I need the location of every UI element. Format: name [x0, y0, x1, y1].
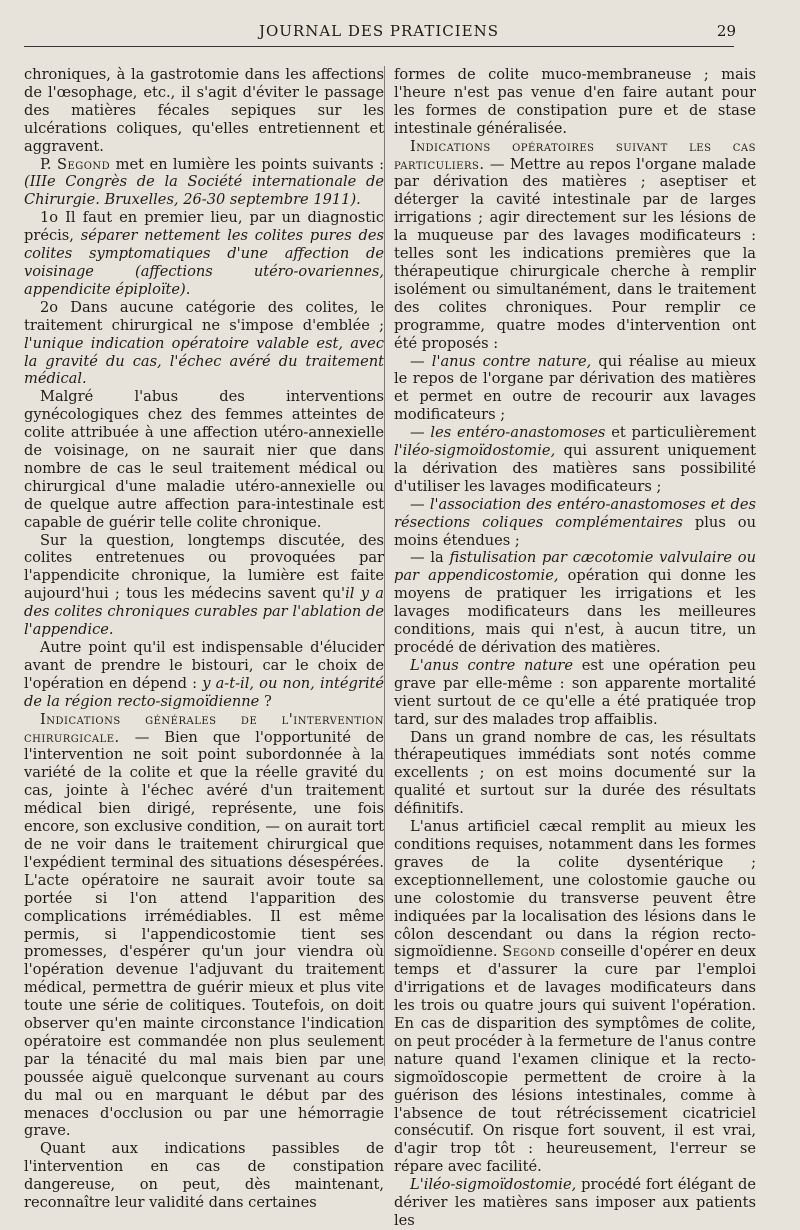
text-run: — [410, 495, 430, 513]
text-run: met en lumière les points suivants : [110, 155, 385, 173]
italic-text: l'unique indication opératoire valable est, avec la gravité du cas, l'échec avéré du traitement médical. [24, 334, 384, 388]
text-run: et particulièrement [605, 424, 756, 442]
paragraph [394, 424, 756, 496]
running-header [24, 22, 734, 47]
paragraph [24, 532, 384, 639]
text-run: qui assurent uniquement la dérivation des matières sans possibilité d'utiliser les lavages modificateurs ; [394, 442, 756, 495]
paragraph [24, 711, 384, 1141]
text-run: opération qui donne les moyens de pratiquer les irrigations et les lavages modificateurs dans les meilleures conditions, mais qui n'est, à aucun titre, un procédé de dérivation des matières. [394, 567, 757, 656]
paragraph [394, 66, 756, 138]
text-run: 2o Dans aucune catégorie des colites, le traitement chirurgical ne s'impose d'emblée ; [24, 298, 384, 334]
italic-text: l'iléo-sigmoïdostomie, [394, 442, 556, 460]
paragraph [394, 657, 756, 729]
text-run: chroniques, à la gastrotomie dans les affections de l'œsophage, etc., il s'agit d'éviter le passage des matières fécales sepiques sur les ulcérations coliques, qu'elles entretiennent et aggravent. [24, 66, 384, 155]
page-number: 29 [716, 22, 736, 40]
text-run: ? [259, 692, 272, 710]
text-run: 1o Il faut en premier lieu, par un diagnostic précis, [24, 209, 384, 245]
italic-text: les entéro-anastomoses [430, 424, 606, 442]
text-run: Malgré l'abus des interventions gynécologiques chez des femmes atteintes de colite attribuée à une affection utéro-annexielle de voisinage, on ne saurait nier que dans nombre de cas le seul traitement médical ou chirurgical d'une maladie utéro-annexielle ou de quelque autre affection para-intestinale est capable de guérir telle colite chronique. [24, 388, 384, 531]
paragraph [24, 209, 384, 299]
italic-text: il y a des colites chroniques curables par l'ablation de l'appendice. [24, 585, 384, 639]
italic-text: l'association des entéro-anastomoses et des résections coliques complémentaires [394, 495, 756, 531]
paragraph [24, 299, 384, 389]
text-run: P. [40, 155, 57, 173]
italic-text: séparer nettement les colites pures des colites symptomatiques d'une affection de voisinage (affections utéro-ovariennes, appendicite épiploïte). [24, 227, 384, 298]
small-caps-text: Indications générales de l'intervention chirurgicale. [24, 710, 384, 746]
paragraph [394, 138, 756, 353]
paragraph [24, 639, 384, 711]
italic-text: L'iléo-sigmoïdostomie, [410, 1176, 577, 1194]
text-run: Quant aux indications passibles de l'intervention en cas de constipation dangereuse, on peut, dès maintenant, reconnaître leur validité dans certaines [24, 1140, 384, 1212]
text-run: est une opération peu grave par elle-même : son apparente mortalité vient surtout de ce qu'elle a été pratiquée trop tard, sur des malades trop affaiblis. [394, 656, 756, 728]
left-column [24, 66, 384, 1212]
text-run: qui réalise au mieux le repos de l'organe par dérivation des matières et permet en outre de recourir aux lavages modificateurs ; [394, 352, 756, 424]
text-run: procédé fort élégant de dériver les matières sans imposer aux patients les [394, 1176, 756, 1229]
text-run: — [410, 352, 432, 370]
paragraph [24, 66, 384, 156]
paragraph [24, 156, 384, 210]
italic-text: L'anus contre nature [410, 656, 574, 674]
small-caps-text: Segond [56, 155, 111, 173]
text-run: conseille d'opérer en deux temps et d'assurer la cure par l'emploi d'irrigations et de lavages modificateurs dans les trois ou quatre jours qui suivent l'opération. En cas de disparition des symptômes de colite, on peut procéder à la fermeture de l'anus contre nature quand l'examen clinique et la recto-sigmoïdoscopie permettent de croire à la guérison des lésions intestinales, comme à l'absence de tout rétrécissement cicatriciel consécutif. On risque fort souvent, il est vrai, d'agir trop tôt : heureusement, l'erreur se répare avec facilité. [394, 943, 756, 1176]
text-run: plus ou moins étendues ; [394, 513, 756, 549]
paragraph [394, 353, 756, 425]
italic-text: fistulisation par cæcotomie valvulaire ou par appendicostomie, [394, 549, 756, 585]
paragraph [24, 1140, 384, 1212]
paragraph [24, 388, 384, 531]
text-run: Autre point qu'il est indispensable d'élucider avant de prendre le bistouri, car le choix de l'opération en dépend : [24, 639, 384, 692]
paragraph [394, 729, 756, 819]
text-run: — [410, 424, 431, 442]
text-run: — Mettre au repos l'organe malade par dérivation des matières ; aseptiser et déterger la cavité intestinale par de larges irrigations ; agir directement sur les lésions de la muqueuse par des lavages modificateurs : telles sont les indications premières que la thérapeutique chirurgicale cherche à remplir isolément ou simultanément, dans le traitement des colites chroniques. Pour remplir ce programme, quatre modes d'intervention ont été proposés : [394, 155, 756, 352]
text-run: Sur la question, longtemps discutée, des colites entretenues ou provoquées par l'appendicite chronique, la lumière est faite aujourd'hui ; tous les médecins savent qu' [24, 531, 384, 603]
journal-title: JOURNAL DES PRATICIENS [258, 22, 500, 40]
column-divider [384, 66, 385, 1066]
text-run: L'anus artificiel cæcal remplit au mieux les conditions requises, notamment dans les formes graves de la colite dysentérique ; exceptionnellement, une colostomie gauche ou une colostomie du transverse peuvent être indiquées par la localisation des lésions dans le côlon descendant ou dans la région recto-sigmoïdienne. [394, 818, 756, 961]
paragraph [394, 818, 756, 1176]
paragraph [394, 549, 756, 656]
small-caps-text: Segond [502, 943, 556, 961]
text-run: — la [410, 549, 450, 567]
italic-text: l'anus contre nature, [431, 352, 592, 370]
paragraph [394, 1176, 756, 1230]
italic-text: y a-t-il, ou non, intégrité de la région recto-sigmoïdienne [24, 674, 384, 710]
paragraph [394, 496, 756, 550]
small-caps-text: Indications opératoires suivant les cas particuliers. [394, 137, 756, 173]
right-column [394, 66, 756, 1230]
text-run: formes de colite muco-membraneuse ; mais l'heure n'est pas venue d'en faire autant pour les formes de constipation pure et de stase intestinale généralisée. [394, 66, 756, 137]
text-run: — Bien que l'opportunité de l'intervention ne soit point subordonnée à la variété de la colite et que la réelle gravité du cas, jointe à l'échec avéré d'un traitement médical bien dirigé, représente, une fois encore, son exclusive condition, — on aurait tort de ne voir dans le traitement chirurgical que l'expédient terminal des situations désespérées. L'acte opératoire ne saurait avoir toute sa portée si l'on attend l'apparition des complications irrémédiables. Il est même permis, si l'appendicostomie tient ses promesses, d'espérer qu'un jour viendra où l'opération devenue l'adjuvant du traitement médical, permettra de guérir mieux et plus vite toute une série de colitiques. Toutefois, on doit observer qu'en mainte circonstance l'indication opératoire est commandée non plus seulement par la ténacité du mal mais bien par une poussée aiguë quelconque survenant au cours du mal ou en marquant le début par des menaces d'occlusion ou par une hémorragie grave. [24, 728, 384, 1140]
text-run: Dans un grand nombre de cas, les résultats thérapeutiques immédiats sont notés comme excellents ; on est moins documenté sur la qualité et surtout sur la durée des résultats définitifs. [394, 728, 756, 818]
italic-text: (IIIe Congrès de la Société internationale de Chirurgie. Bruxelles, 26-30 septembre 1911). [24, 173, 384, 209]
